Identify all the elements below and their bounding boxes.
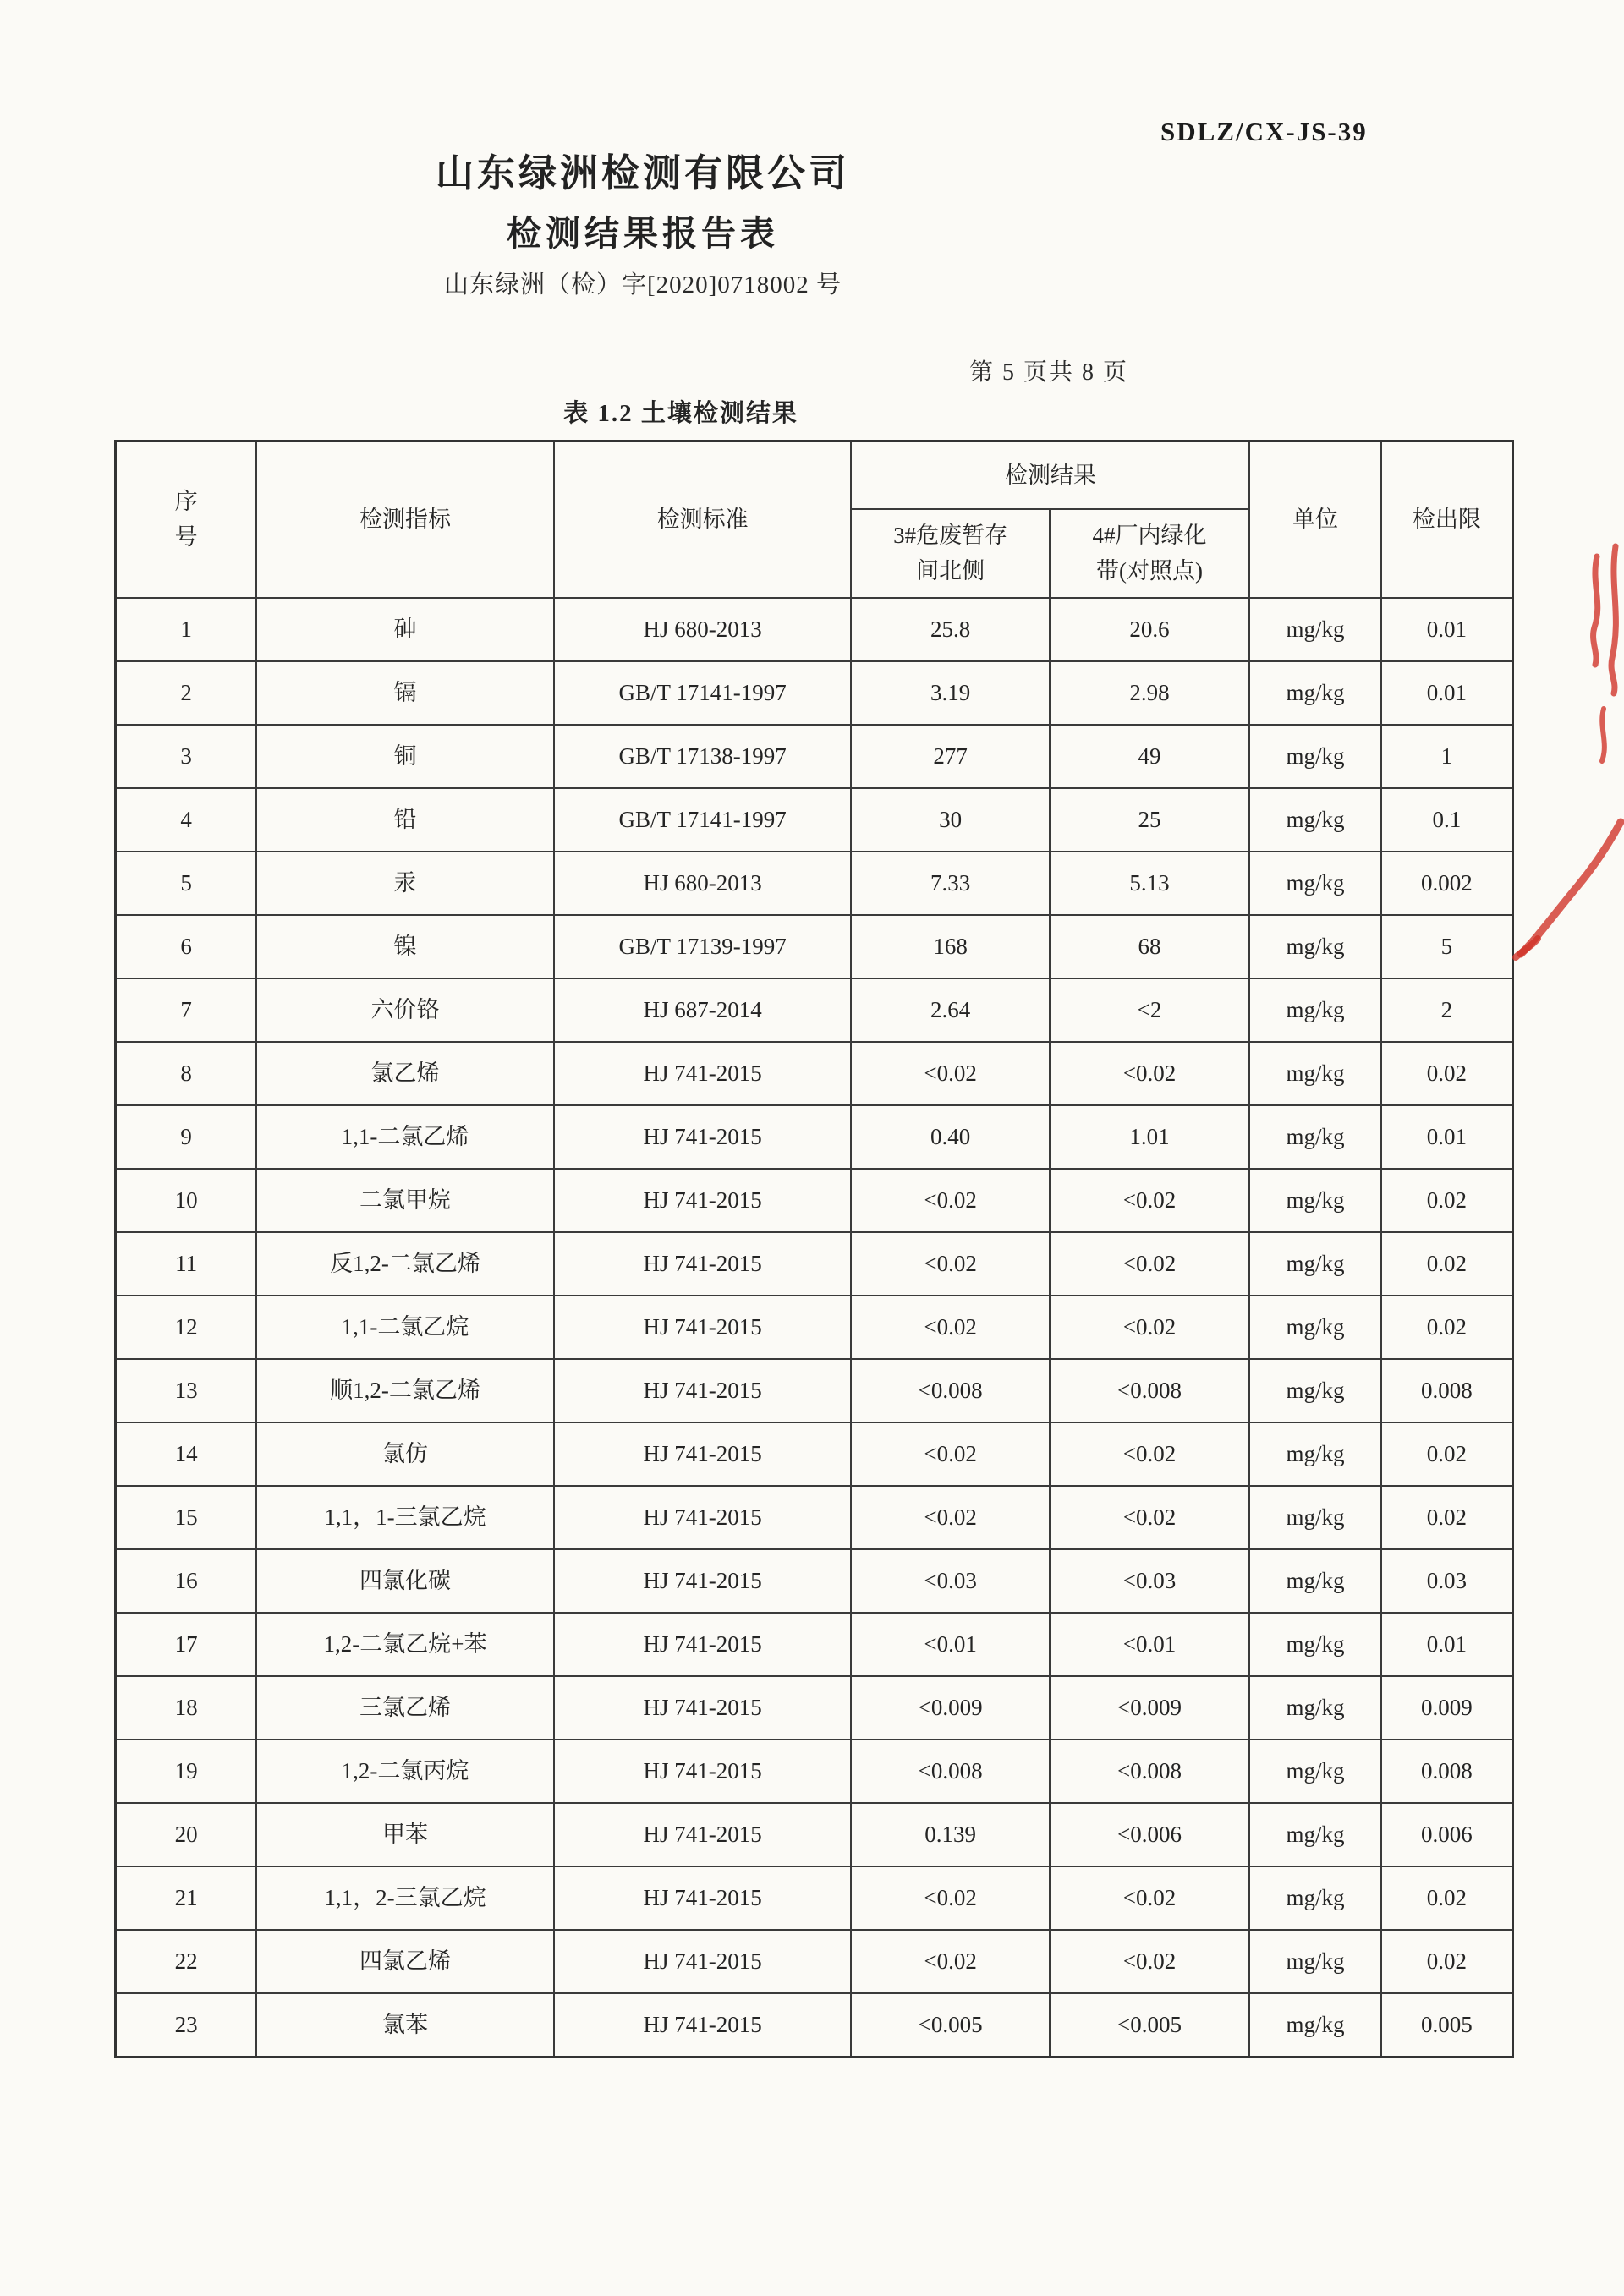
stamp-stroke bbox=[1516, 939, 1538, 957]
cell-indicator: 反1,2-二氯乙烯 bbox=[256, 1232, 554, 1296]
cell-standard: HJ 680-2013 bbox=[554, 598, 852, 661]
cell-result-site1: <0.02 bbox=[851, 1422, 1049, 1486]
cell-unit: mg/kg bbox=[1249, 1105, 1381, 1169]
cell-unit: mg/kg bbox=[1249, 725, 1381, 788]
cell-no: 1 bbox=[116, 598, 257, 661]
col-header-result-sub2-label: 4#厂内绿化带(对照点) bbox=[1092, 522, 1207, 584]
table-row bbox=[116, 852, 1513, 915]
cell-limit: 0.01 bbox=[1381, 661, 1513, 725]
cell-no: 7 bbox=[116, 978, 257, 1042]
cell-standard: HJ 741-2015 bbox=[554, 1042, 852, 1105]
cell-indicator: 氯乙烯 bbox=[256, 1042, 554, 1105]
cell-limit: 0.02 bbox=[1381, 1042, 1513, 1105]
cell-standard: HJ 741-2015 bbox=[554, 1613, 852, 1676]
col-header-standard: 检测标准 bbox=[554, 441, 852, 599]
table-row bbox=[116, 1930, 1513, 1993]
table-row bbox=[116, 1359, 1513, 1422]
cell-result-site1: <0.03 bbox=[851, 1549, 1049, 1613]
cell-no: 17 bbox=[116, 1613, 257, 1676]
cell-limit: 0.02 bbox=[1381, 1422, 1513, 1486]
page-info: 第 5 页共 8 页 bbox=[969, 359, 1129, 386]
cell-limit: 0.005 bbox=[1381, 1993, 1513, 2058]
col-header-result-group: 检测结果 bbox=[851, 441, 1249, 510]
results-table bbox=[114, 440, 1514, 2058]
cell-result-site2: <0.008 bbox=[1050, 1359, 1249, 1422]
cell-result-site2: 49 bbox=[1050, 725, 1249, 788]
cell-no: 12 bbox=[116, 1296, 257, 1359]
cell-limit: 5 bbox=[1381, 915, 1513, 978]
table-row bbox=[116, 1866, 1513, 1930]
table-row bbox=[116, 1296, 1513, 1359]
stamp-stroke bbox=[1521, 822, 1621, 954]
cell-limit: 0.02 bbox=[1381, 1930, 1513, 1993]
cell-result-site2: <0.01 bbox=[1050, 1613, 1249, 1676]
cell-limit: 0.1 bbox=[1381, 788, 1513, 852]
cell-indicator: 砷 bbox=[256, 598, 554, 661]
cell-standard: HJ 741-2015 bbox=[554, 1296, 852, 1359]
cell-unit: mg/kg bbox=[1249, 1232, 1381, 1296]
cell-limit: 2 bbox=[1381, 978, 1513, 1042]
cell-result-site2: <0.02 bbox=[1050, 1042, 1249, 1105]
cell-unit: mg/kg bbox=[1249, 1296, 1381, 1359]
red-stamp-fragment bbox=[1497, 507, 1624, 998]
cell-no: 21 bbox=[116, 1866, 257, 1930]
cell-no: 14 bbox=[116, 1422, 257, 1486]
cell-unit: mg/kg bbox=[1249, 1930, 1381, 1993]
cell-result-site1: 30 bbox=[851, 788, 1049, 852]
cell-no: 11 bbox=[116, 1232, 257, 1296]
cell-result-site2: <0.009 bbox=[1050, 1676, 1249, 1740]
cell-result-site2: 25 bbox=[1050, 788, 1249, 852]
cell-standard: GB/T 17141-1997 bbox=[554, 788, 852, 852]
cell-indicator: 氯仿 bbox=[256, 1422, 554, 1486]
cell-standard: HJ 741-2015 bbox=[554, 1359, 852, 1422]
cell-standard: HJ 741-2015 bbox=[554, 1803, 852, 1866]
cell-result-site1: <0.02 bbox=[851, 1169, 1049, 1232]
cell-result-site2: <0.005 bbox=[1050, 1993, 1249, 2058]
cell-result-site1: 277 bbox=[851, 725, 1049, 788]
doc-code: SDLZ/CX-JS-39 bbox=[1160, 117, 1368, 146]
cell-result-site2: <0.02 bbox=[1050, 1169, 1249, 1232]
cell-result-site2: <2 bbox=[1050, 978, 1249, 1042]
cell-no: 23 bbox=[116, 1993, 257, 2058]
cell-unit: mg/kg bbox=[1249, 1486, 1381, 1549]
cell-standard: HJ 741-2015 bbox=[554, 1866, 852, 1930]
cell-no: 22 bbox=[116, 1930, 257, 1993]
cell-result-site1: 0.40 bbox=[851, 1105, 1049, 1169]
cell-indicator: 汞 bbox=[256, 852, 554, 915]
cell-limit: 0.02 bbox=[1381, 1232, 1513, 1296]
cell-unit: mg/kg bbox=[1249, 1613, 1381, 1676]
cell-result-site2: <0.02 bbox=[1050, 1930, 1249, 1993]
cell-indicator: 四氯乙烯 bbox=[256, 1930, 554, 1993]
cell-indicator: 1,2-二氯丙烷 bbox=[256, 1740, 554, 1803]
table-row bbox=[116, 725, 1513, 788]
cell-indicator: 1,1，2-三氯乙烷 bbox=[256, 1866, 554, 1930]
cell-result-site1: 3.19 bbox=[851, 661, 1049, 725]
table-row bbox=[116, 1676, 1513, 1740]
cell-standard: GB/T 17138-1997 bbox=[554, 725, 852, 788]
cell-no: 18 bbox=[116, 1676, 257, 1740]
cell-result-site1: <0.008 bbox=[851, 1359, 1049, 1422]
cell-indicator: 1,1-二氯乙烷 bbox=[256, 1296, 554, 1359]
cell-indicator: 甲苯 bbox=[256, 1803, 554, 1866]
cell-no: 19 bbox=[116, 1740, 257, 1803]
company-name: 山东绿洲检测有限公司 bbox=[435, 152, 850, 195]
cell-result-site1: <0.008 bbox=[851, 1740, 1049, 1803]
cell-result-site2: <0.02 bbox=[1050, 1866, 1249, 1930]
cell-limit: 0.02 bbox=[1381, 1866, 1513, 1930]
cell-unit: mg/kg bbox=[1249, 1549, 1381, 1613]
report-header bbox=[0, 142, 1286, 300]
cell-no: 8 bbox=[116, 1042, 257, 1105]
cell-result-site1: <0.009 bbox=[851, 1676, 1049, 1740]
cell-no: 5 bbox=[116, 852, 257, 915]
table-row bbox=[116, 978, 1513, 1042]
cell-unit: mg/kg bbox=[1249, 978, 1381, 1042]
table-row bbox=[116, 1169, 1513, 1232]
cell-indicator: 氯苯 bbox=[256, 1993, 554, 2058]
table-row bbox=[116, 1486, 1513, 1549]
stamp-stroke bbox=[1611, 546, 1616, 693]
cell-result-site2: <0.02 bbox=[1050, 1232, 1249, 1296]
cell-result-site1: 2.64 bbox=[851, 978, 1049, 1042]
table-row bbox=[116, 1613, 1513, 1676]
report-title: 检测结果报告表 bbox=[507, 214, 779, 253]
cell-unit: mg/kg bbox=[1249, 661, 1381, 725]
cell-no: 10 bbox=[116, 1169, 257, 1232]
cell-result-site1: <0.02 bbox=[851, 1232, 1049, 1296]
cell-indicator: 镉 bbox=[256, 661, 554, 725]
cell-result-site1: <0.01 bbox=[851, 1613, 1049, 1676]
cell-standard: HJ 741-2015 bbox=[554, 1549, 852, 1613]
table-row bbox=[116, 788, 1513, 852]
header-row-1 bbox=[116, 441, 1513, 510]
stamp-stroke bbox=[1602, 709, 1605, 761]
cell-result-site2: 1.01 bbox=[1050, 1105, 1249, 1169]
cell-standard: HJ 741-2015 bbox=[554, 1105, 852, 1169]
cell-limit: 0.006 bbox=[1381, 1803, 1513, 1866]
cell-result-site1: <0.02 bbox=[851, 1296, 1049, 1359]
cell-indicator: 四氯化碳 bbox=[256, 1549, 554, 1613]
cell-limit: 0.01 bbox=[1381, 1613, 1513, 1676]
cell-indicator: 三氯乙烯 bbox=[256, 1676, 554, 1740]
cell-standard: HJ 741-2015 bbox=[554, 1993, 852, 2058]
cell-result-site1: 25.8 bbox=[851, 598, 1049, 661]
cell-result-site1: <0.02 bbox=[851, 1042, 1049, 1105]
cell-no: 20 bbox=[116, 1803, 257, 1866]
cell-standard: HJ 741-2015 bbox=[554, 1740, 852, 1803]
cell-indicator: 镍 bbox=[256, 915, 554, 978]
cell-unit: mg/kg bbox=[1249, 1740, 1381, 1803]
cell-indicator: 铅 bbox=[256, 788, 554, 852]
table-row bbox=[116, 1105, 1513, 1169]
cell-unit: mg/kg bbox=[1249, 788, 1381, 852]
cell-no: 4 bbox=[116, 788, 257, 852]
cell-limit: 0.02 bbox=[1381, 1296, 1513, 1359]
cell-result-site2: <0.006 bbox=[1050, 1803, 1249, 1866]
cell-result-site1: <0.02 bbox=[851, 1866, 1049, 1930]
cell-unit: mg/kg bbox=[1249, 1993, 1381, 2058]
cell-unit: mg/kg bbox=[1249, 1422, 1381, 1486]
cell-standard: HJ 741-2015 bbox=[554, 1232, 852, 1296]
cell-no: 3 bbox=[116, 725, 257, 788]
cell-no: 16 bbox=[116, 1549, 257, 1613]
cell-unit: mg/kg bbox=[1249, 1676, 1381, 1740]
cell-unit: mg/kg bbox=[1249, 915, 1381, 978]
cell-standard: HJ 741-2015 bbox=[554, 1169, 852, 1232]
table-row bbox=[116, 1422, 1513, 1486]
cell-limit: 0.009 bbox=[1381, 1676, 1513, 1740]
cell-indicator: 1,2-二氯乙烷+苯 bbox=[256, 1613, 554, 1676]
cell-indicator: 1,1，1-三氯乙烷 bbox=[256, 1486, 554, 1549]
table-row bbox=[116, 1042, 1513, 1105]
col-header-indicator: 检测指标 bbox=[256, 441, 554, 599]
cell-indicator: 1,1-二氯乙烯 bbox=[256, 1105, 554, 1169]
table-row bbox=[116, 915, 1513, 978]
cell-standard: HJ 680-2013 bbox=[554, 852, 852, 915]
cell-limit: 0.008 bbox=[1381, 1359, 1513, 1422]
cell-standard: HJ 741-2015 bbox=[554, 1676, 852, 1740]
cell-limit: 0.03 bbox=[1381, 1549, 1513, 1613]
col-header-no-label: 序号 bbox=[174, 488, 198, 550]
cell-result-site1: <0.02 bbox=[851, 1486, 1049, 1549]
cell-limit: 0.01 bbox=[1381, 598, 1513, 661]
table-row bbox=[116, 1740, 1513, 1803]
cell-indicator: 铜 bbox=[256, 725, 554, 788]
cell-result-site2: 68 bbox=[1050, 915, 1249, 978]
table-caption: 表 1.2 土壤检测结果 bbox=[563, 400, 798, 427]
cell-unit: mg/kg bbox=[1249, 1042, 1381, 1105]
cell-standard: HJ 741-2015 bbox=[554, 1422, 852, 1486]
stamp-stroke bbox=[1594, 556, 1598, 665]
table-row bbox=[116, 1549, 1513, 1613]
cell-result-site1: <0.02 bbox=[851, 1930, 1049, 1993]
cell-limit: 0.02 bbox=[1381, 1486, 1513, 1549]
cell-indicator: 六价铬 bbox=[256, 978, 554, 1042]
table-row bbox=[116, 1993, 1513, 2058]
cell-result-site2: <0.02 bbox=[1050, 1422, 1249, 1486]
table-row bbox=[116, 1803, 1513, 1866]
cell-unit: mg/kg bbox=[1249, 1803, 1381, 1866]
cell-unit: mg/kg bbox=[1249, 1866, 1381, 1930]
cell-result-site2: 5.13 bbox=[1050, 852, 1249, 915]
cell-standard: HJ 741-2015 bbox=[554, 1486, 852, 1549]
cell-result-site2: <0.03 bbox=[1050, 1549, 1249, 1613]
cell-result-site1: 0.139 bbox=[851, 1803, 1049, 1866]
col-header-unit: 单位 bbox=[1249, 441, 1381, 599]
doc-number: 山东绿洲（检）字[2020]0718002 号 bbox=[443, 271, 842, 299]
table-row bbox=[116, 661, 1513, 725]
cell-result-site2: 2.98 bbox=[1050, 661, 1249, 725]
cell-result-site2: <0.02 bbox=[1050, 1486, 1249, 1549]
cell-unit: mg/kg bbox=[1249, 852, 1381, 915]
cell-limit: 0.01 bbox=[1381, 1105, 1513, 1169]
cell-unit: mg/kg bbox=[1249, 1359, 1381, 1422]
cell-unit: mg/kg bbox=[1249, 1169, 1381, 1232]
cell-result-site2: <0.008 bbox=[1050, 1740, 1249, 1803]
cell-no: 15 bbox=[116, 1486, 257, 1549]
col-header-result-sub2 bbox=[1050, 509, 1249, 598]
cell-limit: 0.002 bbox=[1381, 852, 1513, 915]
cell-limit: 0.008 bbox=[1381, 1740, 1513, 1803]
col-header-result-sub1-label: 3#危废暂存间北侧 bbox=[893, 522, 1008, 584]
col-header-result-sub1 bbox=[851, 509, 1049, 598]
cell-no: 2 bbox=[116, 661, 257, 725]
cell-result-site2: <0.02 bbox=[1050, 1296, 1249, 1359]
cell-result-site2: 20.6 bbox=[1050, 598, 1249, 661]
cell-result-site1: <0.005 bbox=[851, 1993, 1049, 2058]
cell-indicator: 顺1,2-二氯乙烯 bbox=[256, 1359, 554, 1422]
col-header-no bbox=[116, 441, 257, 599]
cell-no: 9 bbox=[116, 1105, 257, 1169]
results-table-body bbox=[116, 598, 1513, 2058]
table-row bbox=[116, 1232, 1513, 1296]
cell-result-site1: 168 bbox=[851, 915, 1049, 978]
cell-standard: GB/T 17141-1997 bbox=[554, 661, 852, 725]
cell-no: 13 bbox=[116, 1359, 257, 1422]
cell-limit: 0.02 bbox=[1381, 1169, 1513, 1232]
cell-indicator: 二氯甲烷 bbox=[256, 1169, 554, 1232]
cell-standard: GB/T 17139-1997 bbox=[554, 915, 852, 978]
cell-standard: HJ 687-2014 bbox=[554, 978, 852, 1042]
col-header-limit: 检出限 bbox=[1381, 441, 1513, 599]
cell-no: 6 bbox=[116, 915, 257, 978]
cell-standard: HJ 741-2015 bbox=[554, 1930, 852, 1993]
cell-limit: 1 bbox=[1381, 725, 1513, 788]
cell-unit: mg/kg bbox=[1249, 598, 1381, 661]
table-row bbox=[116, 598, 1513, 661]
cell-result-site1: 7.33 bbox=[851, 852, 1049, 915]
